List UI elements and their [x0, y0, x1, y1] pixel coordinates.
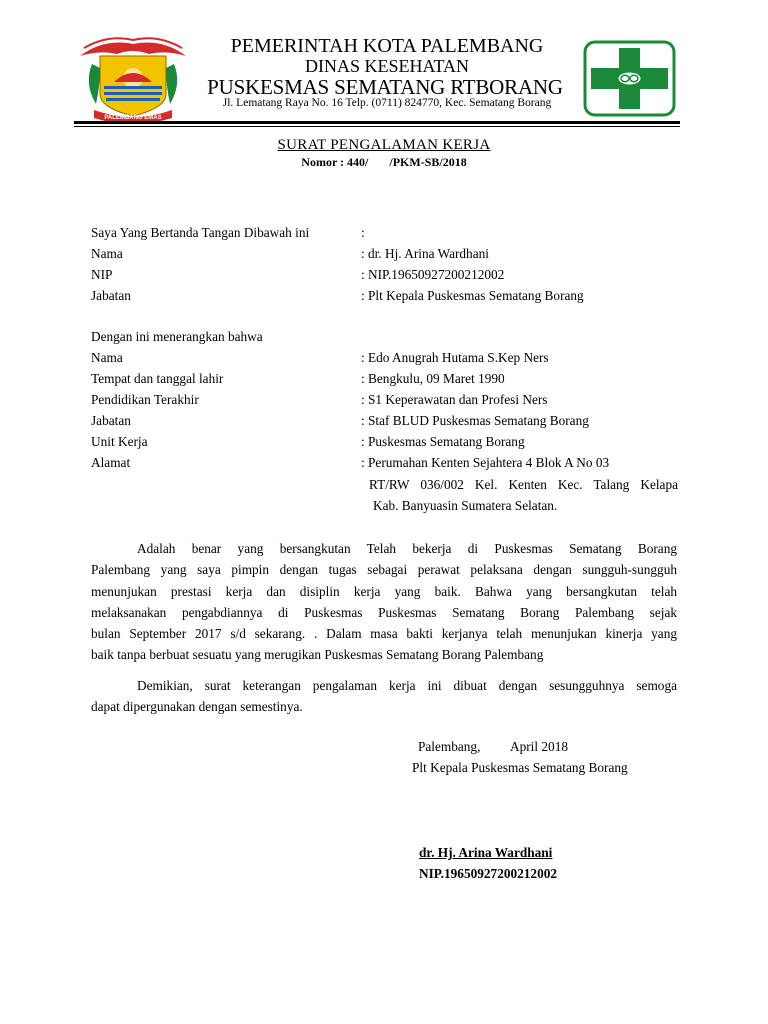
puskesmas-logo [583, 40, 676, 117]
signer-nip-row [91, 265, 681, 285]
document-number: Nomor : 440/ /PKM-SB/2018 [301, 155, 467, 169]
statement-line: menunjukan prestasi kerja dan disiplin kerja yang baik. Bahwa yang bersangkutan telah [91, 583, 677, 599]
kop-government-line: PEMERINTAH KOTA PALEMBANG [230, 35, 544, 57]
closing-line: Demikian, surat keterangan pengalaman kerja ini dibuat dengan sesungguhnya semoga [137, 678, 677, 693]
subject-name-value: : Edo Anugrah Hutama S.Kep Ners [361, 350, 549, 365]
statement-paragraph [91, 538, 677, 666]
statement-line: baik tanpa berbuat sesuatu yang merugikan Puskesmas Sematang Borang Palembang [91, 647, 544, 663]
statement-line: Adalah benar yang bersangkutan Telah bekerja di Puskesmas Sematang Borang [137, 541, 677, 556]
signer-intro-colon: : [361, 225, 365, 240]
subject-unit-row [91, 432, 681, 452]
letterhead-thin-rule [74, 126, 680, 127]
subject-position-row [91, 411, 681, 431]
subject-unit-value: : Puskesmas Sematang Borang [361, 434, 525, 449]
statement-line: melaksanakan pengabdiannya di Puskesmas Puskesmas Sematang Borang Palembang sejak [91, 604, 677, 620]
subject-position-label: Jabatan [91, 413, 131, 428]
signature-date: April 2018 [510, 739, 568, 754]
subject-intro: Dengan ini menerangkan bahwa [91, 329, 263, 344]
signer-name-label: Nama [91, 246, 123, 261]
signer-intro: Saya Yang Bertanda Tangan Dibawah ini [91, 225, 310, 240]
signer-position-label: Jabatan [91, 288, 131, 303]
subject-birth-row [91, 369, 681, 389]
letterhead-thick-rule [74, 121, 680, 124]
signature-name: dr. Hj. Arina Wardhani [419, 845, 553, 860]
signer-nip-label: NIP [91, 267, 113, 282]
signer-intro-row [91, 223, 681, 243]
closing-paragraph [91, 675, 677, 718]
subject-address-value: : Perumahan Kenten Sejahtera 4 Blok A No 03 [361, 455, 610, 470]
statement-line: Palembang yang saya pimpin dengan tugas sebagai perawat pelaksana dengan sungguh-sungguh [91, 562, 677, 578]
signature-place: Palembang, [418, 739, 481, 754]
subject-education-row [91, 390, 681, 410]
subject-address-line-3: Kab. Banyuasin Sumatera Selatan. [373, 498, 558, 513]
signer-position-row [91, 286, 681, 306]
subject-intro-row [91, 327, 681, 347]
kop-institution-line: PUSKESMAS SEMATANG RTBORANG [207, 75, 563, 99]
subject-position-value: : Staf BLUD Puskesmas Sematang Borang [361, 413, 589, 428]
subject-birth-value: : Bengkulu, 09 Maret 1990 [361, 371, 505, 386]
subject-education-label: Pendidikan Terakhir [91, 392, 199, 407]
subject-education-value: : S1 Keperawatan dan Profesi Ners [361, 392, 548, 407]
document-title: SURAT PENGALAMAN KERJA [277, 137, 491, 153]
signature-nip: NIP.19650927200212002 [419, 866, 558, 881]
city-emblem-ribbon-text: PALEMBANG EMAS [104, 115, 162, 121]
subject-birth-label: Tempat dan tanggal lahir [91, 371, 224, 386]
signature-position: Plt Kepala Puskesmas Sematang Borang [412, 760, 628, 775]
statement-line: bulan September 2017 s/d sekarang. . Dalam masa bakti kerjanya telah menunjukan kinerja yang [91, 626, 677, 642]
subject-name-row [91, 348, 681, 368]
subject-unit-label: Unit Kerja [91, 434, 148, 449]
signer-name-value: : dr. Hj. Arina Wardhani [361, 246, 489, 261]
signer-position-value: : Plt Kepala Puskesmas Sematang Borang [361, 288, 584, 303]
subject-address-label: Alamat [91, 455, 131, 470]
kop-department-line: DINAS KESEHATAN [304, 56, 470, 76]
signer-nip-value: : NIP.19650927200212002 [361, 267, 505, 282]
closing-line: dapat dipergunakan dengan semestinya. [91, 699, 303, 715]
palembang-city-emblem [74, 34, 192, 124]
subject-name-label: Nama [91, 350, 123, 365]
kop-address-line: Jl. Lematang Raya No. 16 Telp. (0711) 824770, Kec. Sematang Borang [222, 97, 552, 109]
signer-name-row [91, 244, 681, 264]
subject-address-row [91, 453, 681, 473]
subject-address-line-2: RT/RW 036/002 Kel. Kenten Kec. Talang Kelapa [369, 477, 678, 492]
